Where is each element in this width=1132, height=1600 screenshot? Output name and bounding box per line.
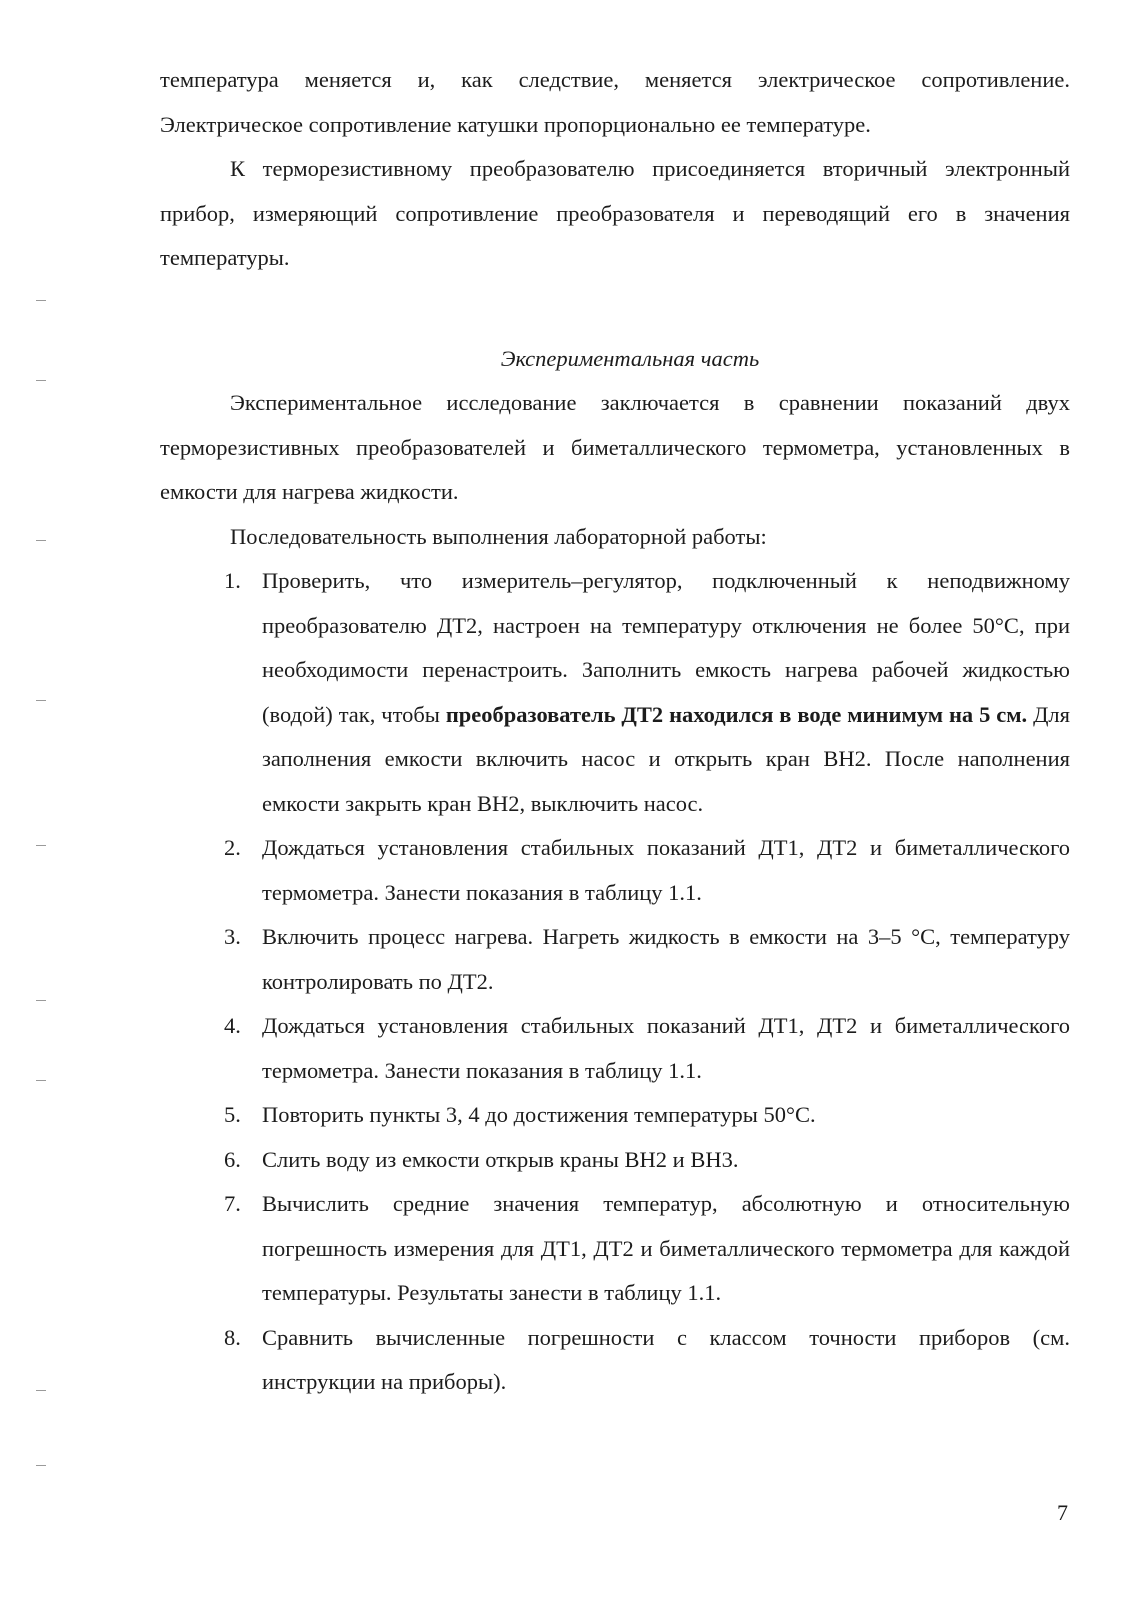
list-item xyxy=(160,559,1070,826)
step-text: Дождаться установления стабильных показаний ДТ1, ДТ2 и биметаллического термометра. Занести показания в таблицу 1.1. xyxy=(262,1013,1070,1083)
scan-mark xyxy=(36,700,46,701)
section-heading: Экспериментальная часть xyxy=(500,345,760,371)
list-item xyxy=(160,1316,1070,1405)
scan-mark xyxy=(36,300,46,301)
step-number: 7. xyxy=(224,1191,241,1216)
document-page xyxy=(160,58,1070,1405)
step-text: Включить процесс нагрева. Нагреть жидкость в емкости на 3–5 °С, температуру контролировать по ДТ2. xyxy=(262,924,1070,994)
scan-mark xyxy=(36,1000,46,1001)
step-text: Сравнить вычисленные погрешности с классом точности приборов (см. инструкции на приборы). xyxy=(262,1324,1070,1394)
paragraph-secondary-device: К терморезистивному преобразователю присоединяется вторичный электронный прибор, измеряющий сопротивление преобразователя и переводящий его в значения температуры. xyxy=(160,156,1070,270)
step-text: Проверить, что измеритель–регулятор, подключенный к неподвижному преобразователю ДТ2, настроен на температуру отключения не более 50°С, при необходимости перенастроить. Заполнить емкость нагрева рабочей жидкостью (водой) так, чтобы xyxy=(262,568,1070,727)
scan-mark xyxy=(36,380,46,381)
step-number: 4. xyxy=(224,1013,241,1038)
scan-mark xyxy=(36,1080,46,1081)
list-item xyxy=(160,915,1070,1004)
spacer xyxy=(160,281,1070,337)
step-text: Слить воду из емкости открыв краны ВН2 и ВН3. xyxy=(262,1146,739,1172)
step-text-bold: преобразователь ДТ2 находился в воде минимум на 5 см. xyxy=(445,701,1028,727)
scan-mark xyxy=(36,540,46,541)
scan-mark xyxy=(36,845,46,846)
paragraph-experiment-intro: Экспериментальное исследование заключается в сравнении показаний двух терморезистивных преобразователей и биметаллического термометра, установленных в емкости для нагрева жидкости. xyxy=(160,390,1070,504)
list-item xyxy=(160,1182,1070,1316)
step-number: 2. xyxy=(224,835,241,860)
scan-mark xyxy=(36,1390,46,1391)
step-number: 3. xyxy=(224,924,241,949)
step-number: 5. xyxy=(224,1102,241,1127)
sequence-lead: Последовательность выполнения лабораторной работы: xyxy=(230,523,767,549)
step-text: Повторить пункты 3, 4 до достижения температуры 50°С. xyxy=(262,1102,816,1127)
step-number: 6. xyxy=(224,1146,241,1172)
step-text: Вычислить средние значения температур, абсолютную и относительную погрешность измерения для ДТ1, ДТ2 и биметаллического термометра для каждой температуры. Результаты занести в таблицу 1.1. xyxy=(262,1191,1070,1305)
steps-list xyxy=(160,559,1070,1405)
list-item xyxy=(160,1138,1070,1183)
step-number: 8. xyxy=(224,1324,241,1350)
step-number: 1. xyxy=(224,568,241,593)
step-text: Для заполнения емкости включить насос и открыть кран ВН2. После наполнения емкости закрыть кран ВН2, выключить насос. xyxy=(262,701,1070,816)
page-number: 7 xyxy=(1057,1500,1068,1525)
list-item xyxy=(160,1004,1070,1093)
step-text: Дождаться установления стабильных показаний ДТ1, ДТ2 и биметаллического термометра. Занести показания в таблицу 1.1. xyxy=(262,835,1070,905)
list-item xyxy=(160,826,1070,915)
scan-mark xyxy=(36,1465,46,1466)
list-item xyxy=(160,1093,1070,1138)
paragraph-resistance: температура меняется и, как следствие, меняется электрическое сопротивление. Электрическое сопротивление катушки пропорционально ее температуре. xyxy=(160,67,1070,137)
